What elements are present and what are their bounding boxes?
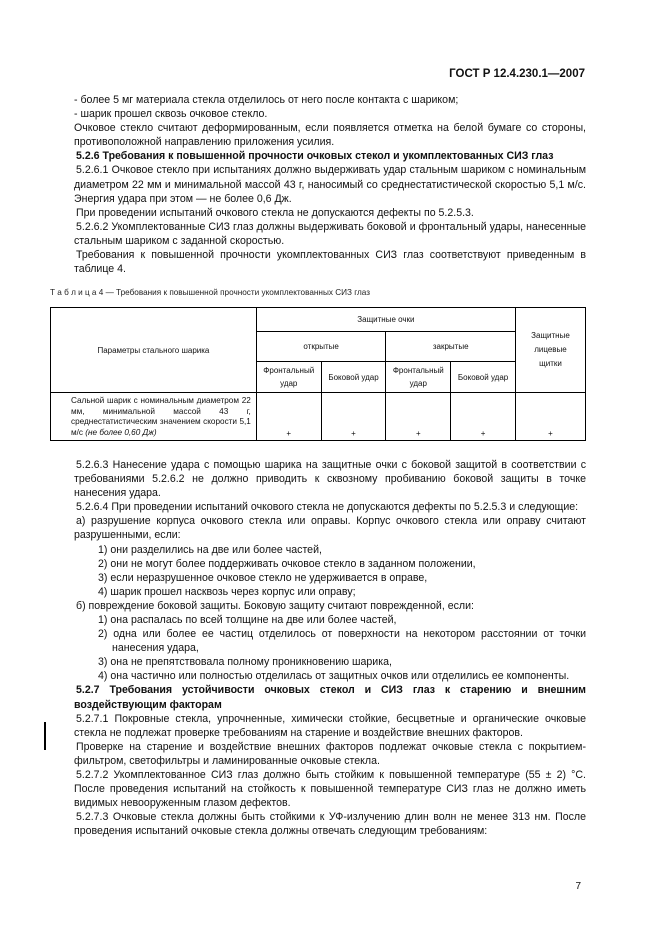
paragraph: 5.2.7.3 Очковые стекла должны быть стойкими к УФ-излучению длин волн не менее 313 нм. После проведения испытаний очковые стекла должны отвечать следующим требованиям: (74, 811, 586, 838)
list-item: 4) шарик прошел насквозь через корпус или оправу; (98, 585, 356, 598)
paragraph: - более 5 мг материала стекла отделилось от него после контакта с шариком; (74, 94, 459, 106)
list-item: 3) она не препятствовала полному проникновению шарика, (98, 656, 392, 669)
list-item: а) разрушение корпуса очкового стекла или оправы. Корпус очкового стекла или оправу считают разрушенными, если: (74, 515, 586, 542)
page-number: 7 (575, 881, 581, 892)
list-item: 1) она распалась по всей толщине на две или более частей, (98, 613, 397, 626)
header-cell: Фронтальный удар (386, 362, 451, 393)
change-bar (44, 722, 46, 750)
list-item: 4) она частично или полностью отделилась от защитных очков или отделились ее компоненты. (98, 670, 570, 683)
paragraph: Требования к повышенной прочности укомплектованных СИЗ глаз соответствуют приведенным в таблице 4. (74, 249, 586, 276)
paragraph: 5.2.6.4 При проведении испытаний очкового стекла не допускаются дефекты по 5.2.5.3 и следующие: (76, 501, 579, 514)
header-cell: Боковой удар (451, 362, 516, 393)
header-cell: Параметры стального шарика (51, 308, 257, 393)
paragraph: Проверке на старение и воздействие внешних факторов подлежат очковые стекла с покрытием-фильтром, светофильтры и ламинированные очковые стекла. (74, 740, 586, 767)
paragraph: 5.2.6.3 Нанесение удара с помощью шарика на защитные очки с боковой защитой в соответствии с требованиями 5.2.6.2 не должно приводить к сквозному пробиванию боковой защиты в точке нанесения удара. (74, 458, 586, 500)
table-caption: Т а б л и ц а 4 — Требования к повышенной прочности укомплектованных СИЗ глаз (50, 288, 371, 298)
paragraph: 5.2.7.2 Укомплектованное СИЗ глаз должно быть стойким к повышенной температуре (55 ± 2) °С. После проведения испытаний на стойкость к повышенной температуре СИЗ глаз не должно иметь видимых невооруженным глазом дефектов. (74, 769, 586, 810)
list-item: 3) если неразрушенное очковое стекло не удерживается в оправе, (98, 571, 428, 584)
section-heading: 5.2.6 Требования к повышенной прочности очковых стекол и укомплектованных СИЗ глаз (76, 150, 554, 163)
document-header: ГОСТ Р 12.4.230.1—2007 (449, 68, 585, 80)
table-cell: + (515, 393, 585, 441)
page-content (50, 93, 586, 838)
table-cell: + (451, 393, 516, 441)
section-heading: 5.2.7 Требования устойчивости очковых стекол и СИЗ глаз к старению и внешним воздействующим факторам (74, 684, 586, 711)
paragraph: При проведении испытаний очкового стекла не допускаются дефекты по 5.2.5.3. (76, 206, 474, 219)
header-cell: Защитные лицевые щитки (515, 308, 585, 393)
param-note: (не более 0,60 Дж) (85, 427, 157, 437)
table-cell (51, 393, 257, 441)
header-cell: Боковой удар (321, 362, 386, 393)
paragraph: Очковое стекло считают деформированным, если появляется отметка на белой бумаге со стороны, противоположной направлению приложения усилия. (74, 122, 586, 149)
requirements-table (50, 307, 586, 441)
table-cell: + (256, 393, 321, 441)
list-item: 1) они разделились на две или более частей, (98, 543, 322, 556)
list-item: 2) они не могут более поддерживать очковое стекло в заданном положении, (98, 557, 476, 570)
list-item: 2) одна или более ее частиц отделилось от поверхности на некотором расстоянии от точки нанесения удара, (98, 628, 586, 655)
paragraph: 5.2.6.2 Укомплектованные СИЗ глаз должны выдерживать боковой и фронтальный удары, нанесенные стальным шариком с заданной скоростью. (74, 220, 586, 247)
table-cell: + (321, 393, 386, 441)
list-item: б) повреждение боковой защиты. Боковую защиту считают поврежденной, если: (76, 599, 474, 612)
table-cell: + (386, 393, 451, 441)
paragraph: - шарик прошел сквозь очковое стекло. (74, 108, 268, 121)
header-cell: закрытые (386, 332, 516, 362)
header-cell: Защитные очки (256, 308, 515, 332)
paragraph: 5.2.7.1 Покровные стекла, упрочненные, химически стойкие, бесцветные и органические очковые стекла не подлежат проверке требованиям на старение и воздействие внешних факторов. (74, 712, 586, 739)
param-text: Сальной шарик с номинальным диаметром 22 мм, минимальной массой 43 г, среднестатистическим значением скорости 5,1 м/с (71, 396, 251, 437)
header-cell: Фронтальный удар (256, 362, 321, 393)
header-cell: открытые (256, 332, 386, 362)
paragraph: 5.2.6.1 Очковое стекло при испытаниях должно выдерживать удар стальным шариком с номинальным диаметром 22 мм и минимальной массой 43 г, наносимый со среднестатистической скоростью 5,1 м/с. Энергия удара при этом — не более 0,6 Дж. (74, 164, 586, 205)
